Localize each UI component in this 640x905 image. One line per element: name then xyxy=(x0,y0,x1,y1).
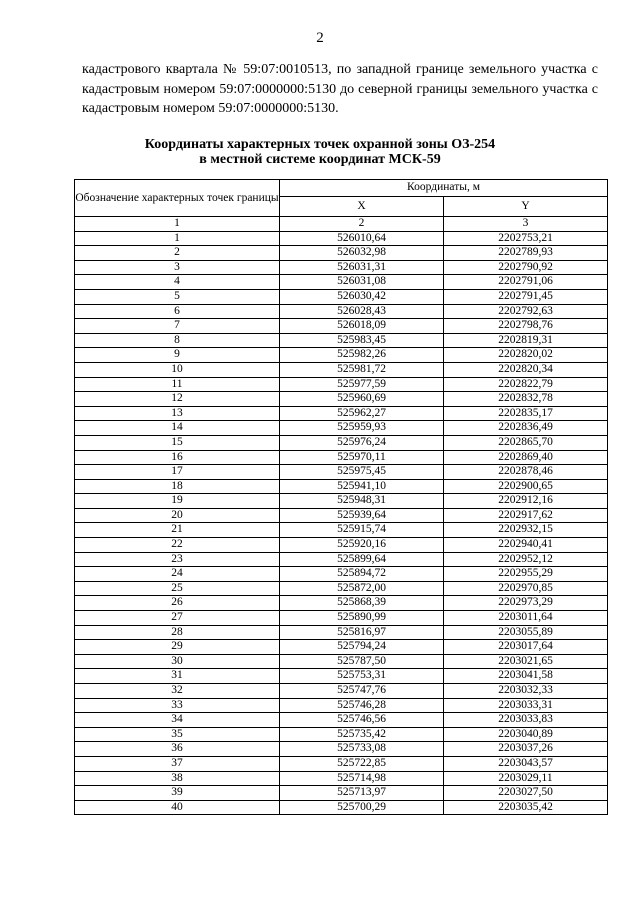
table-row xyxy=(75,362,608,377)
table-row xyxy=(75,771,608,786)
x-coordinate-cell: 525981,72 xyxy=(280,362,444,377)
x-coordinate-cell: 525794,24 xyxy=(280,640,444,655)
y-coordinate-cell: 2202970,85 xyxy=(444,581,608,596)
point-number-cell: 26 xyxy=(75,596,280,611)
y-coordinate-cell: 2202820,34 xyxy=(444,362,608,377)
point-number-cell: 4 xyxy=(75,275,280,290)
table-row xyxy=(75,596,608,611)
table-row xyxy=(75,611,608,626)
y-coordinate-cell: 2203021,65 xyxy=(444,654,608,669)
title-line-2: в местной системе координат МСК-59 xyxy=(199,152,441,167)
table-row xyxy=(75,669,608,684)
y-coordinate-cell: 2202900,65 xyxy=(444,479,608,494)
table-row xyxy=(75,654,608,669)
point-number-cell: 12 xyxy=(75,392,280,407)
table-row xyxy=(75,713,608,728)
y-coordinate-cell: 2202955,29 xyxy=(444,567,608,582)
column-index-cell: 3 xyxy=(444,217,608,232)
table-row xyxy=(75,800,608,815)
table-row xyxy=(75,275,608,290)
y-coordinate-cell: 2202789,93 xyxy=(444,246,608,261)
point-number-cell: 40 xyxy=(75,800,280,815)
x-coordinate-cell: 525915,74 xyxy=(280,523,444,538)
y-coordinate-cell: 2202940,41 xyxy=(444,538,608,553)
point-number-cell: 13 xyxy=(75,406,280,421)
y-coordinate-cell: 2203033,83 xyxy=(444,713,608,728)
point-number-cell: 24 xyxy=(75,567,280,582)
table-row xyxy=(75,319,608,334)
table-row xyxy=(75,231,608,246)
point-number-cell: 17 xyxy=(75,465,280,480)
point-number-cell: 1 xyxy=(75,231,280,246)
point-number-cell: 31 xyxy=(75,669,280,684)
y-coordinate-cell: 2202798,76 xyxy=(444,319,608,334)
table-row xyxy=(75,260,608,275)
x-coordinate-cell: 525948,31 xyxy=(280,494,444,509)
table-row xyxy=(75,640,608,655)
x-coordinate-cell: 525722,85 xyxy=(280,756,444,771)
point-number-cell: 3 xyxy=(75,260,280,275)
point-number-cell: 32 xyxy=(75,684,280,699)
y-coordinate-cell: 2203037,26 xyxy=(444,742,608,757)
y-coordinate-cell: 2202912,16 xyxy=(444,494,608,509)
point-number-cell: 21 xyxy=(75,523,280,538)
table-row xyxy=(75,698,608,713)
point-number-cell: 23 xyxy=(75,552,280,567)
point-number-cell: 37 xyxy=(75,756,280,771)
x-coordinate-cell: 525959,93 xyxy=(280,421,444,436)
table-row xyxy=(75,421,608,436)
x-coordinate-cell: 526018,09 xyxy=(280,319,444,334)
x-coordinate-cell: 526028,43 xyxy=(280,304,444,319)
x-coordinate-cell: 525753,31 xyxy=(280,669,444,684)
y-coordinate-cell: 2202917,62 xyxy=(444,508,608,523)
table-title xyxy=(0,137,640,167)
table-row xyxy=(75,756,608,771)
y-coordinate-cell: 2202952,12 xyxy=(444,552,608,567)
x-coordinate-cell: 525960,69 xyxy=(280,392,444,407)
point-number-cell: 33 xyxy=(75,698,280,713)
table-row xyxy=(75,392,608,407)
x-coordinate-cell: 525890,99 xyxy=(280,611,444,626)
x-coordinate-cell: 526031,31 xyxy=(280,260,444,275)
column-index-row xyxy=(75,217,608,232)
y-coordinate-cell: 2203029,11 xyxy=(444,771,608,786)
y-coordinate-cell: 2203043,57 xyxy=(444,756,608,771)
x-coordinate-cell: 526031,08 xyxy=(280,275,444,290)
x-coordinate-cell: 526010,64 xyxy=(280,231,444,246)
y-coordinate-cell: 2202819,31 xyxy=(444,333,608,348)
y-coordinate-cell: 2202835,17 xyxy=(444,406,608,421)
x-coordinate-cell: 525714,98 xyxy=(280,771,444,786)
y-coordinate-cell: 2203017,64 xyxy=(444,640,608,655)
table-row xyxy=(75,552,608,567)
point-number-cell: 16 xyxy=(75,450,280,465)
x-coordinate-cell: 525747,76 xyxy=(280,684,444,699)
point-number-cell: 8 xyxy=(75,333,280,348)
x-coordinate-cell: 525977,59 xyxy=(280,377,444,392)
point-number-cell: 25 xyxy=(75,581,280,596)
table-body xyxy=(75,231,608,815)
x-coordinate-cell: 525735,42 xyxy=(280,727,444,742)
table-row xyxy=(75,450,608,465)
x-coordinate-cell: 525941,10 xyxy=(280,479,444,494)
table-row xyxy=(75,567,608,582)
header-coordinates: Координаты, м xyxy=(280,180,608,197)
x-coordinate-cell: 525787,50 xyxy=(280,654,444,669)
table-row xyxy=(75,508,608,523)
point-number-cell: 30 xyxy=(75,654,280,669)
point-number-cell: 35 xyxy=(75,727,280,742)
x-coordinate-cell: 525894,72 xyxy=(280,567,444,582)
point-number-cell: 27 xyxy=(75,611,280,626)
header-y: Y xyxy=(444,197,608,217)
x-coordinate-cell: 525868,39 xyxy=(280,596,444,611)
point-number-cell: 15 xyxy=(75,435,280,450)
table-row xyxy=(75,479,608,494)
header-points: Обозначение характерных точек границы xyxy=(75,180,280,217)
coordinates-table xyxy=(74,179,608,815)
y-coordinate-cell: 2202836,49 xyxy=(444,421,608,436)
point-number-cell: 2 xyxy=(75,246,280,261)
y-coordinate-cell: 2203011,64 xyxy=(444,611,608,626)
x-coordinate-cell: 525975,45 xyxy=(280,465,444,480)
x-coordinate-cell: 525976,24 xyxy=(280,435,444,450)
column-index-cell: 2 xyxy=(280,217,444,232)
table-row xyxy=(75,786,608,801)
point-number-cell: 36 xyxy=(75,742,280,757)
y-coordinate-cell: 2202932,15 xyxy=(444,523,608,538)
table-row xyxy=(75,727,608,742)
point-number-cell: 7 xyxy=(75,319,280,334)
point-number-cell: 34 xyxy=(75,713,280,728)
x-coordinate-cell: 525872,00 xyxy=(280,581,444,596)
x-coordinate-cell: 525700,29 xyxy=(280,800,444,815)
point-number-cell: 11 xyxy=(75,377,280,392)
table-row xyxy=(75,377,608,392)
point-number-cell: 5 xyxy=(75,289,280,304)
table-row xyxy=(75,494,608,509)
page-number: 2 xyxy=(316,30,324,46)
y-coordinate-cell: 2202878,46 xyxy=(444,465,608,480)
y-coordinate-cell: 2202792,63 xyxy=(444,304,608,319)
table-row xyxy=(75,581,608,596)
y-coordinate-cell: 2203033,31 xyxy=(444,698,608,713)
y-coordinate-cell: 2202832,78 xyxy=(444,392,608,407)
y-coordinate-cell: 2202820,02 xyxy=(444,348,608,363)
y-coordinate-cell: 2202791,06 xyxy=(444,275,608,290)
point-number-cell: 18 xyxy=(75,479,280,494)
y-coordinate-cell: 2203035,42 xyxy=(444,800,608,815)
point-number-cell: 6 xyxy=(75,304,280,319)
y-coordinate-cell: 2202869,40 xyxy=(444,450,608,465)
x-coordinate-cell: 525899,64 xyxy=(280,552,444,567)
title-line-1: Координаты характерных точек охранной зоны ОЗ-254 xyxy=(144,137,496,152)
x-coordinate-cell: 525733,08 xyxy=(280,742,444,757)
table-row xyxy=(75,538,608,553)
x-coordinate-cell: 525746,28 xyxy=(280,698,444,713)
point-number-cell: 14 xyxy=(75,421,280,436)
x-coordinate-cell: 525939,64 xyxy=(280,508,444,523)
header-x: X xyxy=(280,197,444,217)
table-row xyxy=(75,625,608,640)
table-row xyxy=(75,348,608,363)
x-coordinate-cell: 526030,42 xyxy=(280,289,444,304)
x-coordinate-cell: 525746,56 xyxy=(280,713,444,728)
y-coordinate-cell: 2202791,45 xyxy=(444,289,608,304)
table-row xyxy=(75,684,608,699)
point-number-cell: 10 xyxy=(75,362,280,377)
x-coordinate-cell: 525713,97 xyxy=(280,786,444,801)
x-coordinate-cell: 525983,45 xyxy=(280,333,444,348)
point-number-cell: 9 xyxy=(75,348,280,363)
point-number-cell: 29 xyxy=(75,640,280,655)
point-number-cell: 19 xyxy=(75,494,280,509)
x-coordinate-cell: 525982,26 xyxy=(280,348,444,363)
table-row xyxy=(75,435,608,450)
point-number-cell: 38 xyxy=(75,771,280,786)
table-row xyxy=(75,289,608,304)
y-coordinate-cell: 2203027,50 xyxy=(444,786,608,801)
table-row xyxy=(75,304,608,319)
table-row xyxy=(75,406,608,421)
y-coordinate-cell: 2203032,33 xyxy=(444,684,608,699)
table-row xyxy=(75,523,608,538)
point-number-cell: 22 xyxy=(75,538,280,553)
point-number-cell: 20 xyxy=(75,508,280,523)
y-coordinate-cell: 2202790,92 xyxy=(444,260,608,275)
y-coordinate-cell: 2202973,29 xyxy=(444,596,608,611)
x-coordinate-cell: 525970,11 xyxy=(280,450,444,465)
y-coordinate-cell: 2203040,89 xyxy=(444,727,608,742)
table-row xyxy=(75,333,608,348)
x-coordinate-cell: 525816,97 xyxy=(280,625,444,640)
point-number-cell: 28 xyxy=(75,625,280,640)
point-number-cell: 39 xyxy=(75,786,280,801)
y-coordinate-cell: 2202822,79 xyxy=(444,377,608,392)
intro-paragraph: кадастрового квартала № 59:07:0010513, по западной границе земельного участка с кадастровым номером 59:07:0000000:5130 до северной границы земельного участка с кадастровым номером 59:07:0000000:5130. xyxy=(82,62,598,116)
column-index-cell: 1 xyxy=(75,217,280,232)
y-coordinate-cell: 2203041,58 xyxy=(444,669,608,684)
x-coordinate-cell: 525920,16 xyxy=(280,538,444,553)
table-row xyxy=(75,246,608,261)
y-coordinate-cell: 2202753,21 xyxy=(444,231,608,246)
x-coordinate-cell: 526032,98 xyxy=(280,246,444,261)
table-row xyxy=(75,465,608,480)
x-coordinate-cell: 525962,27 xyxy=(280,406,444,421)
y-coordinate-cell: 2202865,70 xyxy=(444,435,608,450)
table-row xyxy=(75,742,608,757)
y-coordinate-cell: 2203055,89 xyxy=(444,625,608,640)
